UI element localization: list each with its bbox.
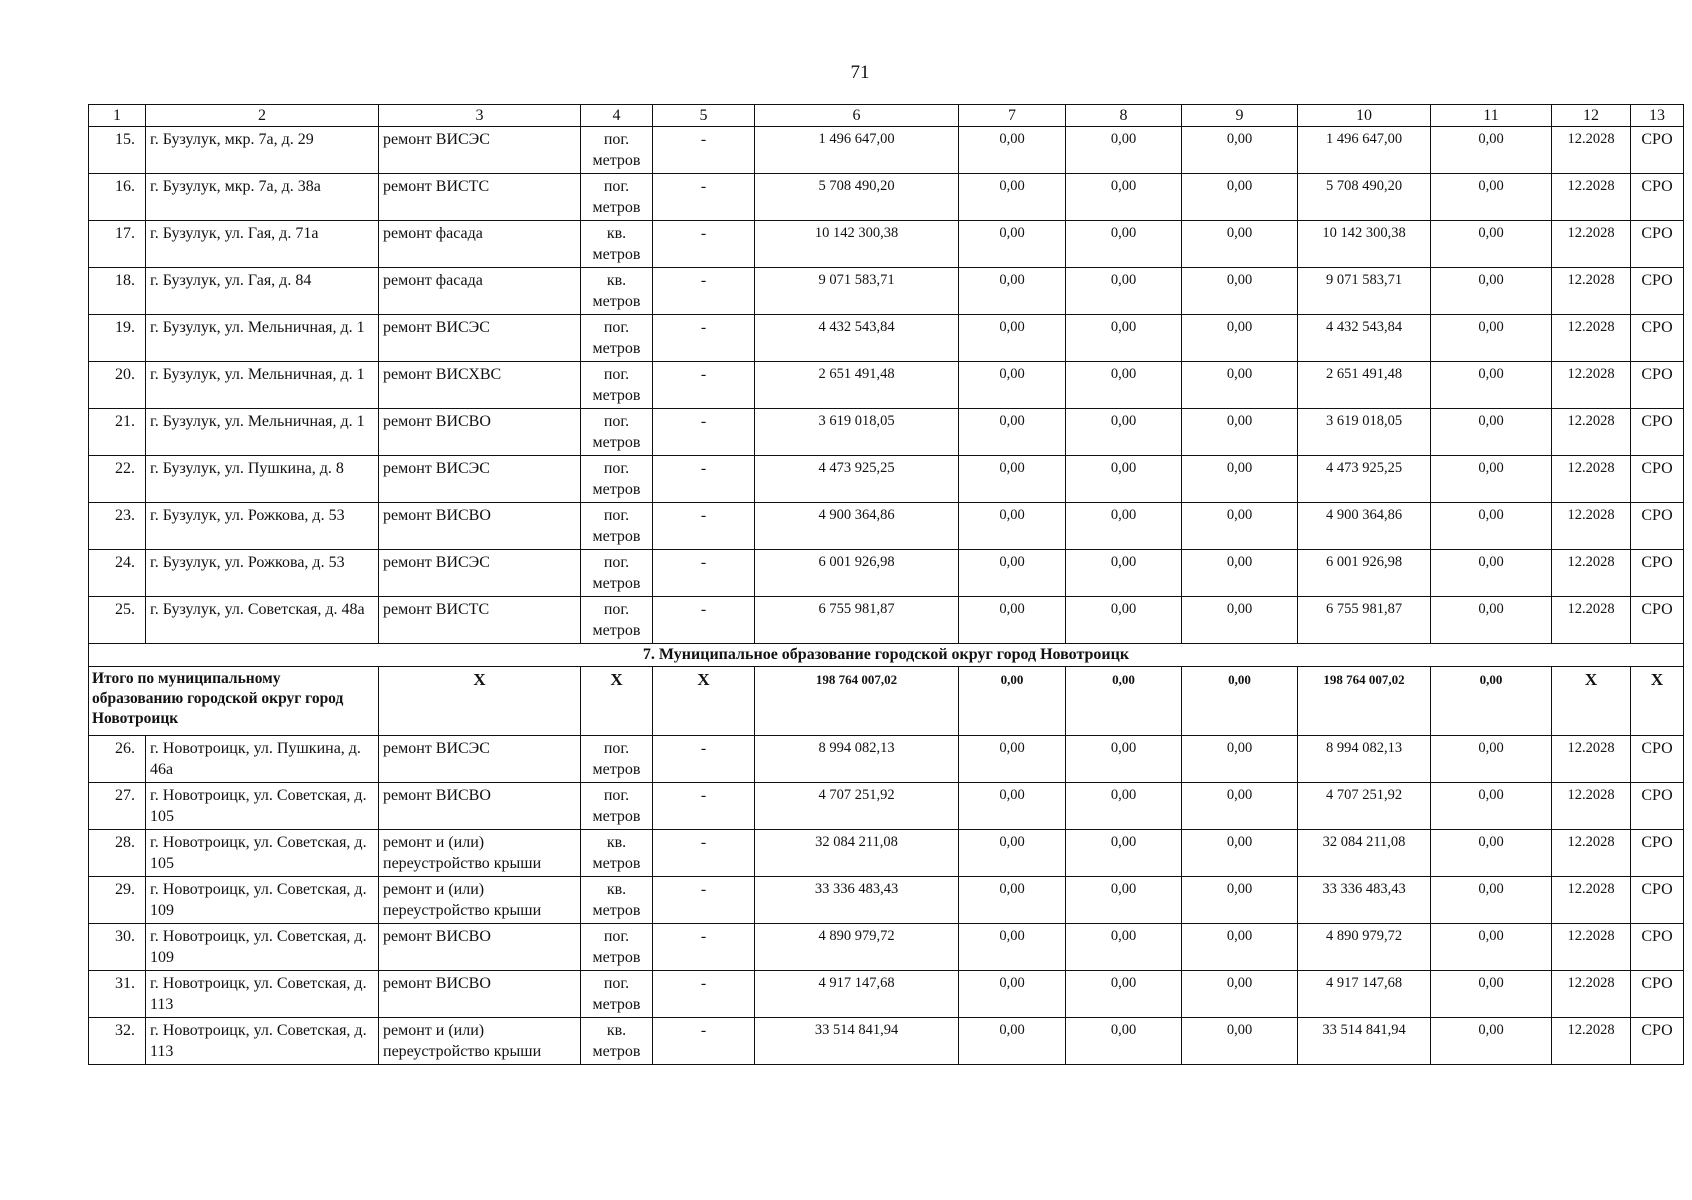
table-row bbox=[89, 221, 1684, 268]
cost-cell-11: 0,00 bbox=[1431, 736, 1552, 783]
cost-cell-9: 0,00 bbox=[1182, 456, 1298, 503]
completion-date-cell: 12.2028 bbox=[1552, 830, 1631, 877]
cost-cell-9: 0,00 bbox=[1182, 971, 1298, 1018]
table-row bbox=[89, 1018, 1684, 1065]
cost-cell-8: 0,00 bbox=[1066, 877, 1182, 924]
total-cell-10: 198 764 007,02 bbox=[1298, 667, 1431, 736]
work-type-cell: ремонт и (или) переустройство крыши bbox=[379, 877, 581, 924]
work-type-cell: ремонт ВИСТС bbox=[379, 174, 581, 221]
cost-cell-10: 4 707 251,92 bbox=[1298, 783, 1431, 830]
quantity-cell: - bbox=[653, 174, 755, 221]
address-cell: г. Бузулук, мкр. 7а, д. 29 bbox=[146, 127, 379, 174]
page-number: 71 bbox=[850, 62, 870, 83]
cost-cell-7: 0,00 bbox=[959, 736, 1066, 783]
work-type-cell: ремонт ВИСВО bbox=[379, 783, 581, 830]
cost-cell-8: 0,00 bbox=[1066, 409, 1182, 456]
table-row bbox=[89, 456, 1684, 503]
address-cell: г. Бузулук, мкр. 7а, д. 38а bbox=[146, 174, 379, 221]
row-number: 24. bbox=[89, 550, 146, 597]
cost-cell-11: 0,00 bbox=[1431, 830, 1552, 877]
total-cost-cell: 9 071 583,71 bbox=[755, 268, 959, 315]
completion-date-cell: 12.2028 bbox=[1552, 268, 1631, 315]
total-cost-cell: 4 900 364,86 bbox=[755, 503, 959, 550]
table-row bbox=[89, 127, 1684, 174]
cost-cell-9: 0,00 bbox=[1182, 877, 1298, 924]
quantity-cell: - bbox=[653, 830, 755, 877]
section-title: 7. Муниципальное образование городской округ город Новотроицк bbox=[89, 644, 1684, 667]
total-cost-cell: 5 708 490,20 bbox=[755, 174, 959, 221]
table-row bbox=[89, 830, 1684, 877]
cost-cell-8: 0,00 bbox=[1066, 268, 1182, 315]
table-row bbox=[89, 503, 1684, 550]
cost-cell-7: 0,00 bbox=[959, 221, 1066, 268]
funding-source-cell: СРО bbox=[1631, 736, 1684, 783]
cost-cell-8: 0,00 bbox=[1066, 830, 1182, 877]
column-number-row bbox=[89, 105, 1684, 127]
completion-date-cell: 12.2028 bbox=[1552, 174, 1631, 221]
unit-cell: пог. метров bbox=[581, 127, 653, 174]
funding-source-cell: СРО bbox=[1631, 783, 1684, 830]
column-number: 11 bbox=[1431, 105, 1552, 127]
cost-cell-10: 4 917 147,68 bbox=[1298, 971, 1431, 1018]
cost-cell-9: 0,00 bbox=[1182, 174, 1298, 221]
quantity-cell: - bbox=[653, 783, 755, 830]
address-cell: г. Бузулук, ул. Мельничная, д. 1 bbox=[146, 315, 379, 362]
row-number: 17. bbox=[89, 221, 146, 268]
cost-cell-11: 0,00 bbox=[1431, 971, 1552, 1018]
total-cost-cell: 1 496 647,00 bbox=[755, 127, 959, 174]
unit-cell: пог. метров bbox=[581, 456, 653, 503]
cost-cell-7: 0,00 bbox=[959, 268, 1066, 315]
address-cell: г. Новотроицк, ул. Советская, д. 113 bbox=[146, 1018, 379, 1065]
address-cell: г. Бузулук, ул. Мельничная, д. 1 bbox=[146, 409, 379, 456]
cost-cell-10: 6 755 981,87 bbox=[1298, 597, 1431, 644]
row-number: 21. bbox=[89, 409, 146, 456]
completion-date-cell: 12.2028 bbox=[1552, 550, 1631, 597]
cost-cell-8: 0,00 bbox=[1066, 550, 1182, 597]
cost-cell-9: 0,00 bbox=[1182, 597, 1298, 644]
total-cost-cell: 4 917 147,68 bbox=[755, 971, 959, 1018]
column-number: 6 bbox=[755, 105, 959, 127]
cost-cell-11: 0,00 bbox=[1431, 550, 1552, 597]
cost-cell-10: 8 994 082,13 bbox=[1298, 736, 1431, 783]
funding-source-cell: СРО bbox=[1631, 971, 1684, 1018]
address-cell: г. Новотроицк, ул. Советская, д. 105 bbox=[146, 783, 379, 830]
column-number: 5 bbox=[653, 105, 755, 127]
quantity-cell: - bbox=[653, 597, 755, 644]
completion-date-cell: 12.2028 bbox=[1552, 362, 1631, 409]
cost-cell-11: 0,00 bbox=[1431, 456, 1552, 503]
work-type-cell: ремонт ВИСВО bbox=[379, 971, 581, 1018]
row-number: 16. bbox=[89, 174, 146, 221]
row-number: 32. bbox=[89, 1018, 146, 1065]
funding-source-cell: СРО bbox=[1631, 877, 1684, 924]
cost-cell-9: 0,00 bbox=[1182, 268, 1298, 315]
cost-cell-9: 0,00 bbox=[1182, 362, 1298, 409]
cost-cell-9: 0,00 bbox=[1182, 127, 1298, 174]
cost-cell-7: 0,00 bbox=[959, 127, 1066, 174]
column-number: 9 bbox=[1182, 105, 1298, 127]
total-row bbox=[89, 667, 1684, 736]
work-type-cell: ремонт ВИСЭС bbox=[379, 550, 581, 597]
cost-cell-7: 0,00 bbox=[959, 924, 1066, 971]
completion-date-cell: 12.2028 bbox=[1552, 456, 1631, 503]
total-cell-5: X bbox=[653, 667, 755, 736]
section-row bbox=[89, 644, 1684, 667]
quantity-cell: - bbox=[653, 362, 755, 409]
quantity-cell: - bbox=[653, 924, 755, 971]
funding-source-cell: СРО bbox=[1631, 456, 1684, 503]
cost-cell-10: 5 708 490,20 bbox=[1298, 174, 1431, 221]
work-type-cell: ремонт и (или) переустройство крыши bbox=[379, 830, 581, 877]
unit-cell: пог. метров bbox=[581, 971, 653, 1018]
row-number: 27. bbox=[89, 783, 146, 830]
quantity-cell: - bbox=[653, 456, 755, 503]
cost-cell-10: 4 473 925,25 bbox=[1298, 456, 1431, 503]
total-cost-cell: 6 001 926,98 bbox=[755, 550, 959, 597]
completion-date-cell: 12.2028 bbox=[1552, 924, 1631, 971]
total-cell-4: X bbox=[581, 667, 653, 736]
column-number: 13 bbox=[1631, 105, 1684, 127]
address-cell: г. Новотроицк, ул. Советская, д. 109 bbox=[146, 924, 379, 971]
table-row bbox=[89, 971, 1684, 1018]
total-cost-cell: 4 707 251,92 bbox=[755, 783, 959, 830]
funding-source-cell: СРО bbox=[1631, 503, 1684, 550]
row-number: 22. bbox=[89, 456, 146, 503]
row-number: 29. bbox=[89, 877, 146, 924]
address-cell: г. Бузулук, ул. Рожкова, д. 53 bbox=[146, 550, 379, 597]
quantity-cell: - bbox=[653, 315, 755, 362]
work-type-cell: ремонт фасада bbox=[379, 221, 581, 268]
table-row bbox=[89, 174, 1684, 221]
cost-cell-8: 0,00 bbox=[1066, 362, 1182, 409]
cost-cell-8: 0,00 bbox=[1066, 597, 1182, 644]
cost-cell-10: 10 142 300,38 bbox=[1298, 221, 1431, 268]
total-cell-9: 0,00 bbox=[1182, 667, 1298, 736]
completion-date-cell: 12.2028 bbox=[1552, 503, 1631, 550]
total-cost-cell: 4 890 979,72 bbox=[755, 924, 959, 971]
quantity-cell: - bbox=[653, 127, 755, 174]
cost-cell-11: 0,00 bbox=[1431, 174, 1552, 221]
unit-cell: пог. метров bbox=[581, 362, 653, 409]
total-cost-cell: 4 473 925,25 bbox=[755, 456, 959, 503]
unit-cell: пог. метров bbox=[581, 503, 653, 550]
cost-cell-11: 0,00 bbox=[1431, 783, 1552, 830]
address-cell: г. Бузулук, ул. Пушкина, д. 8 bbox=[146, 456, 379, 503]
unit-cell: кв. метров bbox=[581, 268, 653, 315]
funding-source-cell: СРО bbox=[1631, 1018, 1684, 1065]
row-number: 18. bbox=[89, 268, 146, 315]
funding-source-cell: СРО bbox=[1631, 362, 1684, 409]
total-cost-cell: 198 764 007,02 bbox=[755, 667, 959, 736]
funding-source-cell: СРО bbox=[1631, 924, 1684, 971]
cost-cell-9: 0,00 bbox=[1182, 1018, 1298, 1065]
total-cost-cell: 2 651 491,48 bbox=[755, 362, 959, 409]
total-cost-cell: 33 336 483,43 bbox=[755, 877, 959, 924]
column-number: 7 bbox=[959, 105, 1066, 127]
unit-cell: кв. метров bbox=[581, 830, 653, 877]
cost-cell-9: 0,00 bbox=[1182, 315, 1298, 362]
cost-cell-10: 2 651 491,48 bbox=[1298, 362, 1431, 409]
quantity-cell: - bbox=[653, 221, 755, 268]
quantity-cell: - bbox=[653, 736, 755, 783]
address-cell: г. Бузулук, ул. Гая, д. 84 bbox=[146, 268, 379, 315]
total-cell-7: 0,00 bbox=[959, 667, 1066, 736]
row-number: 20. bbox=[89, 362, 146, 409]
work-type-cell: ремонт ВИСВО bbox=[379, 503, 581, 550]
funding-source-cell: СРО bbox=[1631, 550, 1684, 597]
cost-cell-9: 0,00 bbox=[1182, 503, 1298, 550]
cost-cell-8: 0,00 bbox=[1066, 736, 1182, 783]
total-cost-cell: 32 084 211,08 bbox=[755, 830, 959, 877]
cost-cell-10: 6 001 926,98 bbox=[1298, 550, 1431, 597]
total-cell-12: X bbox=[1552, 667, 1631, 736]
cost-cell-9: 0,00 bbox=[1182, 221, 1298, 268]
cost-cell-7: 0,00 bbox=[959, 315, 1066, 362]
work-type-cell: ремонт ВИСЭС bbox=[379, 315, 581, 362]
address-cell: г. Бузулук, ул. Гая, д. 71а bbox=[146, 221, 379, 268]
column-number: 12 bbox=[1552, 105, 1631, 127]
column-number: 2 bbox=[146, 105, 379, 127]
address-cell: г. Бузулук, ул. Советская, д. 48а bbox=[146, 597, 379, 644]
completion-date-cell: 12.2028 bbox=[1552, 1018, 1631, 1065]
unit-cell: пог. метров bbox=[581, 783, 653, 830]
table-row bbox=[89, 268, 1684, 315]
unit-cell: кв. метров bbox=[581, 877, 653, 924]
row-number: 15. bbox=[89, 127, 146, 174]
cost-cell-10: 9 071 583,71 bbox=[1298, 268, 1431, 315]
column-number: 4 bbox=[581, 105, 653, 127]
cost-cell-7: 0,00 bbox=[959, 1018, 1066, 1065]
cost-cell-7: 0,00 bbox=[959, 971, 1066, 1018]
cost-cell-8: 0,00 bbox=[1066, 783, 1182, 830]
total-cost-cell: 33 514 841,94 bbox=[755, 1018, 959, 1065]
funding-source-cell: СРО bbox=[1631, 597, 1684, 644]
unit-cell: кв. метров bbox=[581, 1018, 653, 1065]
cost-cell-10: 33 514 841,94 bbox=[1298, 1018, 1431, 1065]
address-cell: г. Новотроицк, ул. Советская, д. 113 bbox=[146, 971, 379, 1018]
table-row bbox=[89, 550, 1684, 597]
total-cost-cell: 6 755 981,87 bbox=[755, 597, 959, 644]
cost-cell-7: 0,00 bbox=[959, 503, 1066, 550]
work-type-cell: ремонт ВИСВО bbox=[379, 924, 581, 971]
unit-cell: пог. метров bbox=[581, 550, 653, 597]
column-number: 3 bbox=[379, 105, 581, 127]
work-type-cell: ремонт фасада bbox=[379, 268, 581, 315]
cost-cell-8: 0,00 bbox=[1066, 924, 1182, 971]
table-row bbox=[89, 315, 1684, 362]
cost-cell-8: 0,00 bbox=[1066, 127, 1182, 174]
cost-cell-10: 32 084 211,08 bbox=[1298, 830, 1431, 877]
completion-date-cell: 12.2028 bbox=[1552, 221, 1631, 268]
funding-source-cell: СРО bbox=[1631, 409, 1684, 456]
work-type-cell: ремонт ВИСХВС bbox=[379, 362, 581, 409]
cost-cell-8: 0,00 bbox=[1066, 221, 1182, 268]
address-cell: г. Новотроицк, ул. Советская, д. 105 bbox=[146, 830, 379, 877]
cost-cell-11: 0,00 bbox=[1431, 503, 1552, 550]
total-cost-cell: 4 432 543,84 bbox=[755, 315, 959, 362]
quantity-cell: - bbox=[653, 877, 755, 924]
quantity-cell: - bbox=[653, 503, 755, 550]
cost-cell-10: 3 619 018,05 bbox=[1298, 409, 1431, 456]
cost-cell-8: 0,00 bbox=[1066, 456, 1182, 503]
row-number: 26. bbox=[89, 736, 146, 783]
total-label: Итого по муниципальному образованию городской округ город Новотроицк bbox=[89, 667, 379, 736]
cost-cell-10: 4 890 979,72 bbox=[1298, 924, 1431, 971]
funding-source-cell: СРО bbox=[1631, 221, 1684, 268]
cost-cell-11: 0,00 bbox=[1431, 362, 1552, 409]
cost-cell-9: 0,00 bbox=[1182, 550, 1298, 597]
work-type-cell: ремонт ВИСТС bbox=[379, 597, 581, 644]
cost-cell-8: 0,00 bbox=[1066, 971, 1182, 1018]
completion-date-cell: 12.2028 bbox=[1552, 877, 1631, 924]
funding-source-cell: СРО bbox=[1631, 174, 1684, 221]
row-number: 30. bbox=[89, 924, 146, 971]
cost-cell-7: 0,00 bbox=[959, 362, 1066, 409]
cost-cell-7: 0,00 bbox=[959, 174, 1066, 221]
cost-cell-10: 33 336 483,43 bbox=[1298, 877, 1431, 924]
cost-cell-11: 0,00 bbox=[1431, 315, 1552, 362]
table-row bbox=[89, 362, 1684, 409]
cost-cell-8: 0,00 bbox=[1066, 315, 1182, 362]
address-cell: г. Новотроицк, ул. Пушкина, д. 46а bbox=[146, 736, 379, 783]
cost-cell-7: 0,00 bbox=[959, 783, 1066, 830]
total-cell-3: X bbox=[379, 667, 581, 736]
cost-cell-9: 0,00 bbox=[1182, 830, 1298, 877]
completion-date-cell: 12.2028 bbox=[1552, 409, 1631, 456]
total-cell-8: 0,00 bbox=[1066, 667, 1182, 736]
table-row bbox=[89, 924, 1684, 971]
cost-cell-11: 0,00 bbox=[1431, 409, 1552, 456]
completion-date-cell: 12.2028 bbox=[1552, 315, 1631, 362]
completion-date-cell: 12.2028 bbox=[1552, 127, 1631, 174]
unit-cell: пог. метров bbox=[581, 736, 653, 783]
cost-cell-11: 0,00 bbox=[1431, 877, 1552, 924]
completion-date-cell: 12.2028 bbox=[1552, 971, 1631, 1018]
funding-source-cell: СРО bbox=[1631, 830, 1684, 877]
completion-date-cell: 12.2028 bbox=[1552, 597, 1631, 644]
address-cell: г. Бузулук, ул. Рожкова, д. 53 bbox=[146, 503, 379, 550]
quantity-cell: - bbox=[653, 1018, 755, 1065]
total-cost-cell: 3 619 018,05 bbox=[755, 409, 959, 456]
column-number: 10 bbox=[1298, 105, 1431, 127]
column-number: 1 bbox=[89, 105, 146, 127]
row-number: 28. bbox=[89, 830, 146, 877]
unit-cell: пог. метров bbox=[581, 315, 653, 362]
work-type-cell: ремонт ВИСЭС bbox=[379, 127, 581, 174]
completion-date-cell: 12.2028 bbox=[1552, 783, 1631, 830]
unit-cell: пог. метров bbox=[581, 409, 653, 456]
address-cell: г. Бузулук, ул. Мельничная, д. 1 bbox=[146, 362, 379, 409]
work-type-cell: ремонт и (или) переустройство крыши bbox=[379, 1018, 581, 1065]
table-row bbox=[89, 783, 1684, 830]
cost-cell-11: 0,00 bbox=[1431, 221, 1552, 268]
capital-repair-table bbox=[88, 104, 1684, 1065]
work-type-cell: ремонт ВИСЭС bbox=[379, 456, 581, 503]
funding-source-cell: СРО bbox=[1631, 268, 1684, 315]
cost-cell-9: 0,00 bbox=[1182, 409, 1298, 456]
unit-cell: кв. метров bbox=[581, 221, 653, 268]
quantity-cell: - bbox=[653, 971, 755, 1018]
work-type-cell: ремонт ВИСВО bbox=[379, 409, 581, 456]
row-number: 23. bbox=[89, 503, 146, 550]
cost-cell-9: 0,00 bbox=[1182, 924, 1298, 971]
row-number: 25. bbox=[89, 597, 146, 644]
cost-cell-8: 0,00 bbox=[1066, 1018, 1182, 1065]
cost-cell-8: 0,00 bbox=[1066, 503, 1182, 550]
cost-cell-8: 0,00 bbox=[1066, 174, 1182, 221]
quantity-cell: - bbox=[653, 550, 755, 597]
row-number: 31. bbox=[89, 971, 146, 1018]
cost-cell-11: 0,00 bbox=[1431, 597, 1552, 644]
work-type-cell: ремонт ВИСЭС bbox=[379, 736, 581, 783]
table-row bbox=[89, 409, 1684, 456]
funding-source-cell: СРО bbox=[1631, 127, 1684, 174]
table-row bbox=[89, 736, 1684, 783]
total-cell-13: X bbox=[1631, 667, 1684, 736]
cost-cell-11: 0,00 bbox=[1431, 268, 1552, 315]
cost-cell-7: 0,00 bbox=[959, 456, 1066, 503]
completion-date-cell: 12.2028 bbox=[1552, 736, 1631, 783]
address-cell: г. Новотроицк, ул. Советская, д. 109 bbox=[146, 877, 379, 924]
cost-cell-11: 0,00 bbox=[1431, 127, 1552, 174]
cost-cell-11: 0,00 bbox=[1431, 1018, 1552, 1065]
cost-cell-11: 0,00 bbox=[1431, 924, 1552, 971]
cost-cell-9: 0,00 bbox=[1182, 736, 1298, 783]
unit-cell: пог. метров bbox=[581, 597, 653, 644]
cost-cell-10: 4 432 543,84 bbox=[1298, 315, 1431, 362]
table-row bbox=[89, 597, 1684, 644]
quantity-cell: - bbox=[653, 268, 755, 315]
cost-cell-9: 0,00 bbox=[1182, 783, 1298, 830]
cost-cell-7: 0,00 bbox=[959, 597, 1066, 644]
cost-cell-10: 1 496 647,00 bbox=[1298, 127, 1431, 174]
column-number: 8 bbox=[1066, 105, 1182, 127]
cost-cell-7: 0,00 bbox=[959, 409, 1066, 456]
unit-cell: пог. метров bbox=[581, 924, 653, 971]
table-row bbox=[89, 877, 1684, 924]
cost-cell-7: 0,00 bbox=[959, 877, 1066, 924]
funding-source-cell: СРО bbox=[1631, 315, 1684, 362]
total-cell-11: 0,00 bbox=[1431, 667, 1552, 736]
cost-cell-10: 4 900 364,86 bbox=[1298, 503, 1431, 550]
total-cost-cell: 10 142 300,38 bbox=[755, 221, 959, 268]
cost-cell-7: 0,00 bbox=[959, 550, 1066, 597]
cost-cell-7: 0,00 bbox=[959, 830, 1066, 877]
total-cost-cell: 8 994 082,13 bbox=[755, 736, 959, 783]
quantity-cell: - bbox=[653, 409, 755, 456]
row-number: 19. bbox=[89, 315, 146, 362]
unit-cell: пог. метров bbox=[581, 174, 653, 221]
